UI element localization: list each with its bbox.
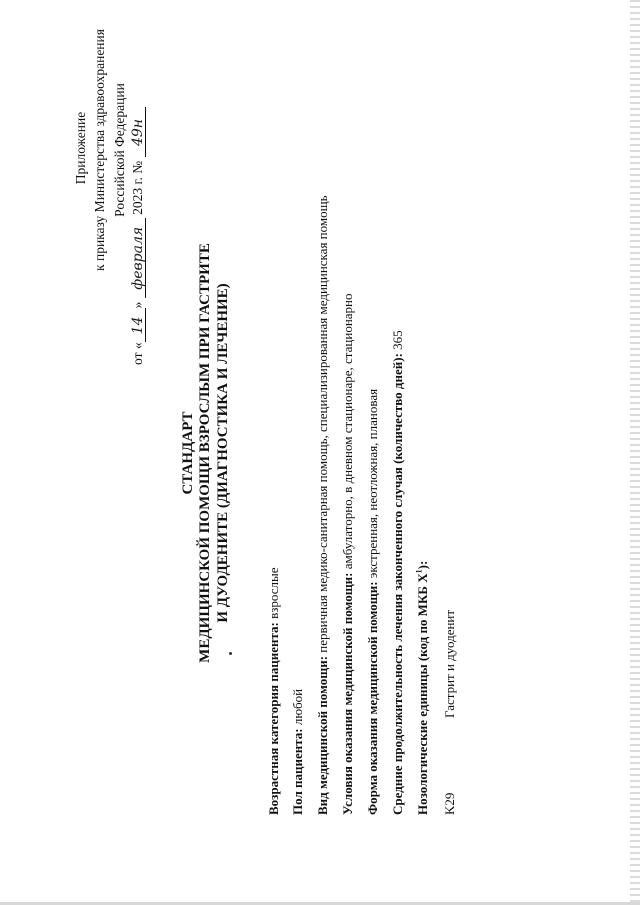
order-line-2: Российской Федерации [112,83,127,217]
duration-value: 365 [390,330,405,354]
care-type-value: первичная медико-санитарная помощь, специализированная медицинская помощь [315,195,330,656]
age-value: взрослые [266,567,281,623]
order-line-1: к приказу Министерства здравоохранения [92,29,107,271]
field-care-type [316,195,329,815]
order-date-line [131,107,146,365]
date-day-handwritten: 14 [131,308,146,342]
date-prefix: от « [130,342,145,365]
nosology-footnote-mark: 1 [415,569,424,574]
order-number-handwritten: 49н [131,107,146,157]
field-patient-sex [291,689,304,815]
nosology-name: Гастрит и дуоденит [442,609,457,718]
care-type-label: Вид медицинской помощи: [315,655,330,815]
sex-value: любой [290,688,305,729]
date-year-number-label: 2023 г. № [130,160,145,215]
date-month-handwritten: февраля [131,218,146,298]
nosology-code: K29 [442,792,457,815]
duration-label: Средние продолжительность лечения законченного случая (количество дней): [390,353,405,815]
field-age-category [267,568,280,815]
nosology-label [415,561,430,815]
nosology-label-text: Нозологические единицы (код по МКБ X [415,573,431,815]
date-mid: » [130,301,145,309]
doc-title-line2: МЕДИЦИНСКОЙ ПОМОЩИ ВЗРОСЛЫМ ПРИ ГАСТРИТЕ [197,243,213,663]
scan-speck [229,652,232,655]
doc-title-line3: И ДУОДЕНИТЕ (ДИАГНОСТИКА И ЛЕЧЕНИЕ) [215,283,231,623]
age-label: Возрастная категория пациента: [266,622,281,815]
sex-label: Пол пациента: [290,728,305,815]
form-value: экстренная, неотложная, плановая [365,388,380,582]
doc-title-standard: СТАНДАРТ [180,411,196,495]
nosology-label-tail: ): [415,560,431,570]
field-treatment-duration [391,330,404,815]
field-care-form [366,389,379,815]
annex-heading: Приложение [73,111,88,185]
field-care-conditions [341,293,354,815]
conditions-value: амбулаторно, в дневном стационаре, стационарно [340,293,355,573]
field-nosology-units [416,561,429,815]
form-label: Форма оказания медицинской помощи: [365,581,380,815]
conditions-label: Условия оказания медицинской помощи: [340,572,355,815]
